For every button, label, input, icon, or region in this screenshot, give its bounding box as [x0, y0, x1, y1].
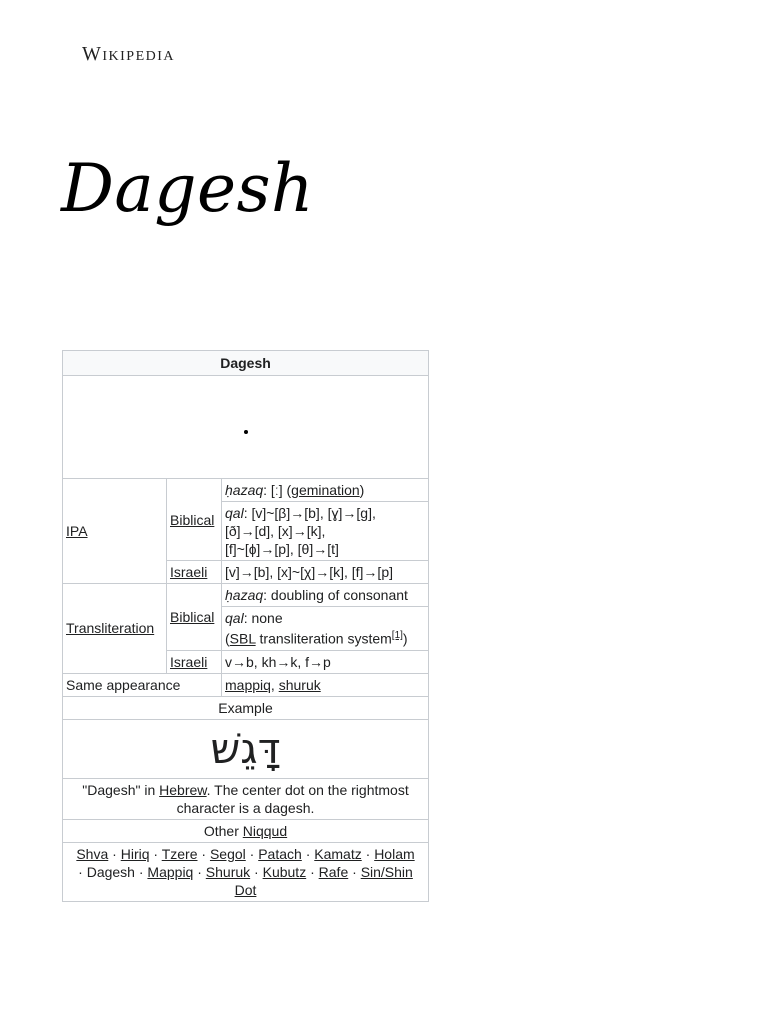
niqqud-separator: ·: [250, 863, 263, 880]
translit-hazaq-term: ḥazaq: [225, 587, 264, 603]
niqqud-separator: ·: [348, 863, 361, 880]
niqqud-item-kamatz[interactable]: Kamatz: [314, 845, 362, 862]
hazaq-term: ḥazaq: [225, 482, 264, 498]
niqqud-separator: ·: [306, 863, 319, 880]
translit-qal-cell: [222, 607, 429, 651]
same-appearance-label: Same appearance: [63, 673, 222, 696]
sbl-close-paren: ): [402, 630, 408, 647]
other-label: Other: [203, 822, 243, 839]
wikipedia-wordmark[interactable]: Wikipedia: [82, 43, 176, 65]
ipa-israeli-value: [v]→[b], [x]~[χ]→[k], [f]→[p]: [222, 561, 429, 584]
translit-hazaq-cell: [222, 584, 429, 607]
example-caption-pre: "Dagesh" in: [82, 781, 160, 798]
niqqud-link[interactable]: Niqqud: [242, 822, 288, 839]
example-hebrew-word: [63, 719, 429, 778]
ipa-israeli-link[interactable]: Israeli: [170, 564, 208, 580]
niqqud-separator: ·: [245, 845, 259, 862]
ipa-biblical-cell: [167, 479, 222, 561]
qal-term: qal: [225, 505, 244, 521]
qal-line3: [f]~[ɸ]→[p], [θ]→[t]: [225, 541, 339, 557]
niqqud-item-shva[interactable]: Shva: [76, 845, 109, 862]
translit-israeli-link[interactable]: Israeli: [170, 653, 208, 670]
sbl-open-paren: (: [225, 630, 230, 647]
ipa-hazaq-cell: [222, 479, 429, 502]
infobox-caption: Dagesh: [63, 351, 429, 376]
niqqud-separator: ·: [108, 845, 121, 862]
ipa-link[interactable]: IPA: [66, 523, 88, 539]
niqqud-item-patach[interactable]: Patach: [258, 845, 302, 862]
translit-qal-value: : none: [243, 610, 283, 626]
hazaq-end: ): [359, 482, 365, 498]
page-title: Dagesh: [61, 150, 314, 227]
dagesh-glyph: [63, 376, 429, 479]
niqqud-item-segol[interactable]: Segol: [209, 845, 246, 862]
transliteration-link[interactable]: Transliteration: [66, 620, 155, 637]
niqqud-separator: ·: [193, 863, 206, 880]
ipa-israeli-cell: [167, 561, 222, 584]
comma-separator: ,: [270, 676, 279, 693]
translit-row-label: [63, 584, 167, 674]
shuruk-link[interactable]: shuruk: [278, 676, 321, 693]
niqqud-separator: ·: [149, 845, 162, 862]
ipa-biblical-link[interactable]: Biblical: [170, 511, 215, 528]
niqqud-item-tzere[interactable]: Tzere: [161, 845, 198, 862]
niqqud-separator: ·: [134, 863, 148, 880]
infobox: [62, 350, 429, 902]
ipa-qal-cell: [222, 502, 429, 561]
niqqud-separator: ·: [361, 845, 375, 862]
same-appearance-value: [222, 673, 429, 696]
niqqud-separator: ·: [197, 845, 210, 862]
qal-line1: : [v]~[β]→[b], [ɣ]→[ɡ],: [243, 505, 376, 521]
translit-israeli-value: v→b, kh→k, f→p: [222, 650, 429, 673]
translit-biblical-cell: [167, 584, 222, 651]
niqqud-item-dagesh: Dagesh: [86, 863, 135, 880]
example-header: Example: [63, 696, 429, 719]
reference-1-link[interactable]: [1]: [391, 630, 403, 641]
gemination-link[interactable]: gemination: [291, 482, 360, 498]
niqqud-separator: ·: [301, 845, 315, 862]
sbl-text: transliteration system: [255, 630, 392, 647]
dagesh-dot-icon: [244, 430, 248, 434]
ipa-row-label: [63, 479, 167, 584]
other-niqqud-header: [63, 819, 429, 842]
translit-israeli-cell: [167, 650, 222, 673]
hazaq-sep: : [ː] (: [263, 482, 292, 498]
niqqud-item-holam[interactable]: Holam: [374, 845, 415, 862]
niqqud-item-sin-shin-dot[interactable]: Sin/Shin Dot: [234, 863, 413, 898]
translit-hazaq-value: : doubling of consonant: [263, 587, 408, 603]
niqqud-item-mappiq[interactable]: Mappiq: [147, 863, 194, 880]
niqqud-item-hiriq[interactable]: Hiriq: [120, 845, 150, 862]
mappiq-link[interactable]: mappiq: [225, 676, 271, 693]
qal-line2: [ð]→[d], [x]→[k],: [225, 523, 326, 539]
translit-qal-term: qal: [225, 610, 244, 626]
hebrew-link[interactable]: Hebrew: [159, 781, 207, 798]
niqqud-item-shuruk[interactable]: Shuruk: [205, 863, 251, 880]
sbl-link[interactable]: SBL: [229, 630, 256, 647]
niqqud-separator: ·: [78, 863, 87, 880]
niqqud-nav-list: [63, 842, 429, 901]
hebrew-word-text: דָּגֵשׁ: [210, 723, 281, 773]
example-caption: [63, 778, 429, 819]
translit-biblical-link[interactable]: Biblical: [170, 608, 215, 625]
niqqud-item-rafe[interactable]: Rafe: [318, 863, 349, 880]
niqqud-item-kubutz[interactable]: Kubutz: [262, 863, 307, 880]
example-caption-post: . The center dot on the rightmost character is a dagesh.: [176, 781, 409, 816]
